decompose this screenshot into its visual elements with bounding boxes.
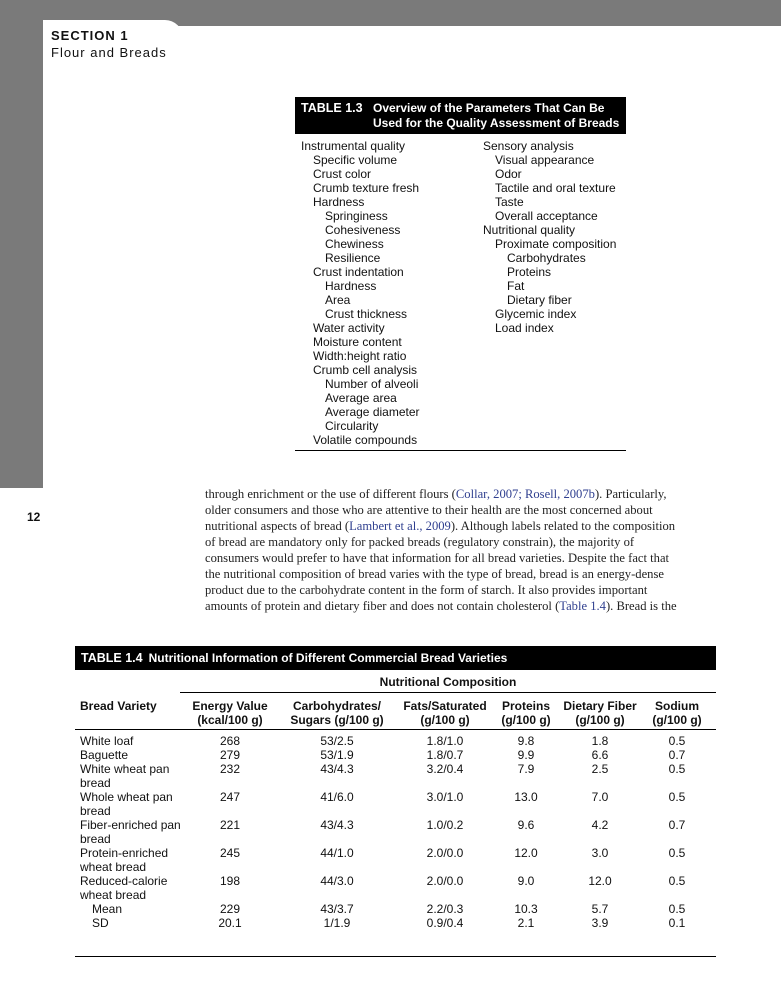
table-cell: 4.2: [591, 818, 609, 832]
table-cell: 44/3.0: [320, 874, 354, 888]
table-cell: 0.5: [668, 734, 686, 748]
table-1-4-title: Nutritional Information of Different Commercial Bread Varieties: [148, 651, 508, 665]
para-line: older consumers and those who are attentive to their health are the most concerned about: [205, 503, 653, 517]
table-cell: 232: [219, 762, 241, 776]
group-header-rule: [180, 692, 716, 693]
t13-right-item: Glycemic index: [495, 307, 577, 321]
table-row-label: [80, 734, 133, 748]
row-label-line1: White wheat pan: [80, 762, 170, 776]
column-header-line1: Fats/Saturated: [403, 699, 487, 713]
column-header-line2: (g/100 g): [575, 713, 625, 727]
table-1-3-header: [295, 97, 626, 134]
table-cell: 0.5: [668, 790, 686, 804]
table-cell: 0.9/0.4: [426, 916, 464, 930]
table-cell: 44/1.0: [320, 846, 354, 860]
table-cell: 1/1.9: [323, 916, 351, 930]
table-cell: 2.5: [591, 762, 609, 776]
table-cell: 1.0/0.2: [426, 818, 464, 832]
row-label-line1: Mean: [92, 902, 123, 916]
table-1-4: [75, 646, 716, 958]
table-cell: 0.5: [668, 762, 686, 776]
column-header-line1: Proteins: [501, 699, 550, 713]
t13-left-item: Specific volume: [313, 153, 398, 167]
section-subtitle: Flour and Breads: [51, 45, 167, 60]
row-label-line1: Reduced-calorie: [80, 874, 168, 888]
t13-left-item: Area: [325, 293, 351, 307]
table-row-label: [80, 790, 173, 818]
table-cell: 221: [219, 818, 241, 832]
table-cell: 1.8/1.0: [426, 734, 464, 748]
table-row-label: [92, 916, 109, 930]
table-1-3-body: [295, 134, 626, 451]
table-cell: 9.8: [517, 734, 535, 748]
column-header-line1: Carbohydrates/: [292, 699, 382, 713]
table-1-3-label: TABLE 1.3: [301, 101, 363, 115]
table-cell: 0.5: [668, 846, 686, 860]
table-row-label: [80, 818, 181, 846]
table-cell: 7.0: [591, 790, 609, 804]
table-row-label: [80, 874, 167, 902]
row-label-line2: bread: [80, 804, 111, 818]
table-cell: 5.7: [591, 902, 609, 916]
t13-left-item: Number of alveoli: [325, 377, 419, 391]
table-cell: 10.3: [514, 902, 538, 916]
para-line: product due to the carbohydrate content in the form of starch. It also provides important: [205, 583, 648, 597]
table-cell: 0.7: [668, 818, 686, 832]
column-header: [282, 699, 392, 727]
t13-left-item: Springiness: [325, 209, 388, 223]
table-cell: 229: [219, 902, 241, 916]
table-cell: 0.5: [668, 902, 686, 916]
t13-left-item: Water activity: [313, 321, 385, 335]
para-line: through enrichment or the use of different flours (Collar, 2007; Rosell, 2007b). Particularly,: [205, 487, 667, 501]
column-header-line1: Energy Value: [192, 699, 268, 713]
table-cell: 3.9: [591, 916, 609, 930]
table-cell: 2.2/0.3: [426, 902, 464, 916]
t13-left-item: Hardness: [313, 195, 365, 209]
table-1-3-left-column: [301, 139, 420, 447]
t13-left-item: Width:height ratio: [313, 349, 407, 363]
side-gray-bar: [0, 0, 43, 488]
t13-left-item: Crust thickness: [325, 307, 408, 321]
table-1-3-title-line2: Used for the Quality Assessment of Breads: [373, 116, 620, 130]
table-1-4-body: [75, 670, 716, 958]
citation-link[interactable]: Lambert et al., 2009: [349, 519, 451, 533]
table-cell: 0.7: [668, 748, 686, 762]
t13-left-item: Cohesiveness: [325, 223, 401, 237]
t13-left-item: Resilience: [325, 251, 381, 265]
row-label-line1: Whole wheat pan: [80, 790, 173, 804]
row-label-line1: White loaf: [80, 734, 134, 748]
row-label-line2: wheat bread: [80, 860, 147, 874]
t13-left-item: Average area: [325, 391, 397, 405]
table-cell: 41/6.0: [320, 790, 354, 804]
section-label: SECTION 1: [51, 28, 129, 43]
t13-right-item: Load index: [495, 321, 554, 335]
table-row-label: [80, 762, 169, 790]
column-header: [555, 699, 645, 727]
t13-left-item: Crumb cell analysis: [313, 363, 418, 377]
row-label-line1: Protein-enriched: [80, 846, 169, 860]
column-header-line1: Dietary Fiber: [563, 699, 637, 713]
para-line: the nutritional composition of bread varies with the type of bread, bread is an energy-dense: [205, 567, 664, 581]
table-cell: 43/3.7: [320, 902, 354, 916]
table-cell: 2.0/0.0: [426, 874, 464, 888]
table-cell: 12.0: [588, 874, 612, 888]
table-1-4-label: TABLE 1.4: [81, 651, 143, 665]
para-line: of bread are mandatory only for packed breads (regulatory constrain), the majority of: [205, 535, 635, 549]
column-header-line2: (g/100 g): [652, 713, 702, 727]
row-label-line1: Fiber-enriched pan: [80, 818, 181, 832]
column-header-line2: (g/100 g): [501, 713, 551, 727]
para-line: nutritional aspects of bread (Lambert et al., 2009). Although labels related to the composition: [205, 519, 676, 533]
t13-right-item: Nutritional quality: [483, 223, 576, 237]
row-label-line1: SD: [92, 916, 109, 930]
table-row-label: [92, 902, 122, 916]
table-cell: 13.0: [514, 790, 538, 804]
t13-right-item: Tactile and oral texture: [495, 181, 616, 195]
body-paragraph: [205, 486, 717, 614]
column-header-line2: Sugars (g/100 g): [290, 713, 384, 727]
t13-left-item: Crust indentation: [313, 265, 404, 279]
table-cell: 247: [219, 790, 241, 804]
table-cell: 43/4.3: [320, 762, 354, 776]
t13-right-item: Taste: [495, 195, 524, 209]
table-cell: 7.9: [517, 762, 535, 776]
table-cell: 3.0: [591, 846, 609, 860]
t13-left-item: Circularity: [325, 419, 379, 433]
table-reference-link[interactable]: Table 1.4: [559, 599, 606, 613]
table-cell: 9.0: [517, 874, 535, 888]
table-row-label: [80, 748, 128, 762]
row-label-line2: wheat bread: [80, 888, 147, 902]
table-cell: 6.6: [591, 748, 609, 762]
t13-left-item: Crumb texture fresh: [313, 181, 420, 195]
column-header-line2: (g/100 g): [420, 713, 470, 727]
table-cell: 9.6: [517, 818, 535, 832]
row-label-line2: bread: [80, 832, 111, 846]
t13-right-item: Sensory analysis: [483, 139, 574, 153]
column-header-variety: Bread Variety: [80, 699, 157, 713]
t13-right-item: Carbohydrates: [507, 251, 586, 265]
t13-right-item: Visual appearance: [495, 153, 595, 167]
t13-left-item: Moisture content: [313, 335, 402, 349]
table-cell: 53/2.5: [320, 734, 354, 748]
table-1-4-header: [75, 646, 716, 670]
table-cell: 53/1.9: [320, 748, 354, 762]
t13-right-item: Dietary fiber: [507, 293, 572, 307]
column-header-line1: Sodium: [655, 699, 699, 713]
table-row-label: [80, 846, 168, 874]
t13-right-item: Proximate composition: [495, 237, 617, 251]
table-cell: 1.8: [591, 734, 609, 748]
para-line: amounts of protein and dietary fiber and does not contain cholesterol (Table 1.4). Bread is the: [205, 599, 677, 613]
t13-right-item: Overall acceptance: [495, 209, 598, 223]
para-line: consumers would prefer to have that information for all bread varieties. Despite the fact that: [205, 551, 670, 565]
column-header: [495, 699, 557, 727]
table-bottom-rule: [75, 956, 716, 957]
table-cell: 0.5: [668, 874, 686, 888]
column-header: [180, 699, 280, 727]
t13-left-item: Average diameter: [325, 405, 420, 419]
t13-left-item: Hardness: [325, 279, 377, 293]
table-cell: 20.1: [218, 916, 242, 930]
row-label-line1: Baguette: [80, 748, 129, 762]
table-cell: 198: [219, 874, 241, 888]
table-cell: 245: [219, 846, 241, 860]
t13-right-item: Proteins: [507, 265, 552, 279]
table-1-3: [295, 97, 626, 451]
row-label-line2: bread: [80, 776, 111, 790]
table-cell: 1.8/0.7: [426, 748, 464, 762]
t13-left-item: Chewiness: [325, 237, 384, 251]
table-cell: 2.1: [517, 916, 535, 930]
table-cell: 3.2/0.4: [426, 762, 464, 776]
table-1-3-title-line1: Overview of the Parameters That Can Be: [373, 101, 605, 115]
table-cell: 0.1: [668, 916, 686, 930]
table-cell: 2.0/0.0: [426, 846, 464, 860]
t13-left-item: Crust color: [313, 167, 372, 181]
table-cell: 9.9: [517, 748, 535, 762]
t13-left-item: Instrumental quality: [301, 139, 406, 153]
t13-left-item: Volatile compounds: [313, 433, 418, 447]
table-cell: 268: [219, 734, 241, 748]
page-number: 12: [27, 510, 41, 524]
t13-right-item: Odor: [495, 167, 522, 181]
table-cell: 43/4.3: [320, 818, 354, 832]
column-header: [395, 699, 495, 727]
group-header: Nutritional Composition: [379, 675, 517, 689]
column-header: [644, 699, 710, 727]
table-cell: 12.0: [514, 846, 538, 860]
column-header-line2: (kcal/100 g): [197, 713, 263, 727]
citation-link[interactable]: Collar, 2007; Rosell, 2007b: [455, 487, 595, 501]
table-cell: 279: [219, 748, 241, 762]
table-1-3-right-column: [483, 139, 616, 335]
table-cell: 3.0/1.0: [426, 790, 464, 804]
header-rule: [75, 729, 716, 730]
t13-right-item: Fat: [507, 279, 525, 293]
